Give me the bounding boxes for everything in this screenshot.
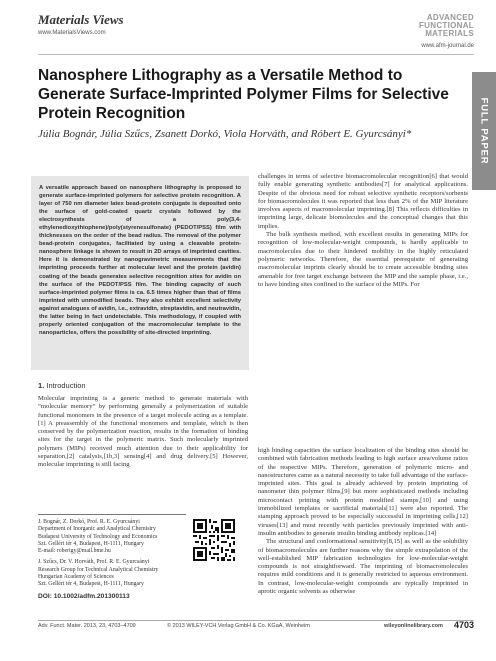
footer-citation: Adv. Funct. Mater. 2013, 23, 4703–4709 <box>38 623 136 629</box>
abstract-box <box>31 176 249 370</box>
affiliation-line: Hungarian Academy of Sciences <box>38 574 114 581</box>
footer-site[interactable]: wileyonlinelibrary.com <box>384 623 443 629</box>
affiliation-line: Research Group for Technical Analytical Chemistry <box>38 566 159 573</box>
header-divider <box>38 54 474 55</box>
page-number: 4703 <box>453 620 474 630</box>
footer-divider <box>38 620 474 621</box>
body-paragraph: The bulk synthesis method, with excellent results in generating MIPs for recognition of low-molecular-weight compounds, is hardly applicable to macromolecules due to their hindered mobility in the highly reticulated polymeric networks. Therefore, the essential prerequisite of generating macromolecular imprints clearly should be to create accessible binding sites amenable for free target exchange between the MIP and the sample phase, i.e., to have binding sites confined to the surface of the MIPs. For <box>258 231 468 288</box>
journal-url[interactable]: www.afm-journal.de <box>421 43 474 49</box>
article-title: Nanosphere Lithography as a Versatile Method to Generate Surface-Imprinted Polymer Films for Selective Protein Recognition <box>38 67 449 122</box>
body-paragraph: high binding capacities the surface localization of the binding sites should be combined with fabrication methods leading to high surface area/volume ratios of the respective MIPs. Therefore, generation of polymeric micro- and nanostructures came as a natural necessity to take full advantage of the surface-imprinted sites. This goal is already achieved by protein imprinting of nanometer thin polymer films,[9] but more sophisticated methods including microcontact printing with protein modified stamps,[10] and using immobilized templates or sacrificial materials[11] were also reported. The stamping approach proved to be especially successful in imprinting cells,[12] viruses[13] and most recently with particles previously imprinted with anti-insulin antibodies to generate insulin binding antibody replicas.[14] <box>258 447 468 537</box>
full-paper-label: FULL PAPER <box>478 97 490 165</box>
affiliation-line: J. Szűcs, Dr. V. Horváth, Prof. R. E. Gyurcsányi <box>38 559 150 566</box>
affiliation-line: Szt. Gellért tér 4, Budapest, H-1111, Hungary <box>38 540 144 547</box>
affiliation-line: Department of Inorganic and Analytical Chemistry <box>38 526 156 533</box>
body-paragraph: Molecular imprinting is a generic method to generate materials with “molecular memory” by performing generally a polymerization of suitable functional monomers in the presence of a target molecule acting as a template.[1] A preassembly of the functional monomers and template, which is then conserved by the polymerization reaction, results in the formation of binding sites for the target in the polymeric matrix. Such molecularly imprinted polymers (MIPs) received much attention due to their applicability for separation,[2] catalysis,[1b,3] sensing[4] and drug delivery.[5] However, molecular imprinting is still facing <box>38 395 248 469</box>
corresponding-email[interactable]: E-mail: robertgy@mail.bme.hu <box>38 548 111 555</box>
journal-logo-line-1: ADVANCED <box>426 13 474 22</box>
author-list: Júlia Bognár, Júlia Szűcs, Zsanett Dorkó, Viola Horváth, and Róbert E. Gyurcsányi* <box>38 128 412 140</box>
affiliation-divider <box>38 514 186 515</box>
doi-label[interactable]: DOI: 10.1002/adfm.201300113 <box>38 593 130 600</box>
affiliation-line: Budapest University of Technology and Economics <box>38 533 158 540</box>
intro-column-right-top <box>258 173 468 446</box>
full-paper-tab <box>472 72 496 190</box>
footer-copyright: © 2013 WILEY-VCH Verlag GmbH & Co. KGaA, Weinheim <box>167 623 310 629</box>
journal-logo-line-3: MATERIALS <box>425 29 474 38</box>
affiliation-line: Szt. Gellért tér 4, Budapest, H-1111, Hungary <box>38 581 144 588</box>
qr-code-icon[interactable] <box>193 519 235 561</box>
body-paragraph: The structural and conformational sensitivity[8,15] as well as the solubility of biomacromolecules are further reasons why the simple extrapolation of the well-established MIP fabrication technologies for low-molecular-weight compounds is not straightforward. The imprinting of biomacromolecules requires mild conditions and it is generally restricted to aqueous environment. In contrast, low-molecular-weight compounds are typically imprinted in aprotic organic solvents as otherwise <box>258 538 468 596</box>
affiliation-line: J. Bognár, Z. Dorkó, Prof. R. E. Gyurcsányi <box>38 519 140 525</box>
section-heading <box>38 381 86 390</box>
body-paragraph: challenges in terms of selective biomacromolecular recognition[6] that would fully enable generating synthetic antibodies[7] for analytical applications. Despite of the obvious need for robust selective synthetic receptors/sorbents for biomacromolecules it was reported that less than 2% of the MIP literature involves aspects of macromolecular imprinting.[8] This reflects difficulties in imprinting large, delicate biomolecules and the conceptual changes that this implies. <box>258 173 468 230</box>
journal-logo <box>419 14 474 38</box>
intro-column-left <box>38 395 248 491</box>
materials-views-url[interactable]: www.MaterialsViews.com <box>38 30 106 36</box>
abstract-text: A versatile approach based on nanosphere lithography is proposed to generate surface-imprinted polymers for selective protein recognition. A layer of 750 nm diameter latex bead-protein conjugate is deposited onto the surface of gold-coated quartz crystals followed by the electrosynthesis of a poly(3,4-ethylenedioxythiophene)/poly(styrenesulfonate) (PEDOT/PSS) film with thicknesses on the order of the bead radius. The removal of the polymer bead-protein conjugates, facilitated by using a cleavable protein-nanosphere linkage is shown to result in 2D arrays of imprinted cavities. Here it is demonstrated by nanogravimetric measurements that the imprinting proceeds further at molecular level and the protein (avidin) coating of the beads generates selective recognition sites for avidin on the surface of the PEDOT/PSS film. The binding capacity of such surface-imprinted polymer films is ca. 6.5 times higher than that of films imprinted with unmodified beads. They also exhibit excellent selectivity against analogues of avidin, i.e., extravidin, streptavidin, and neutravidin, the latter being in fact undetectable. This methodology, if coupled with properly oriented conjugation of the macromolecular template to the nanoparticles, offers the possibility of site-directed imprinting. <box>39 185 241 336</box>
materials-views-logo: Materials Views <box>38 12 124 27</box>
intro-column-right-bottom <box>258 447 468 617</box>
journal-header <box>419 14 474 49</box>
materials-views-header <box>38 14 124 36</box>
section-title: Introduction <box>46 381 86 390</box>
section-number: 1. <box>38 381 45 390</box>
journal-logo-line-2: FUNCTIONAL <box>419 21 474 30</box>
affiliations <box>38 519 196 589</box>
